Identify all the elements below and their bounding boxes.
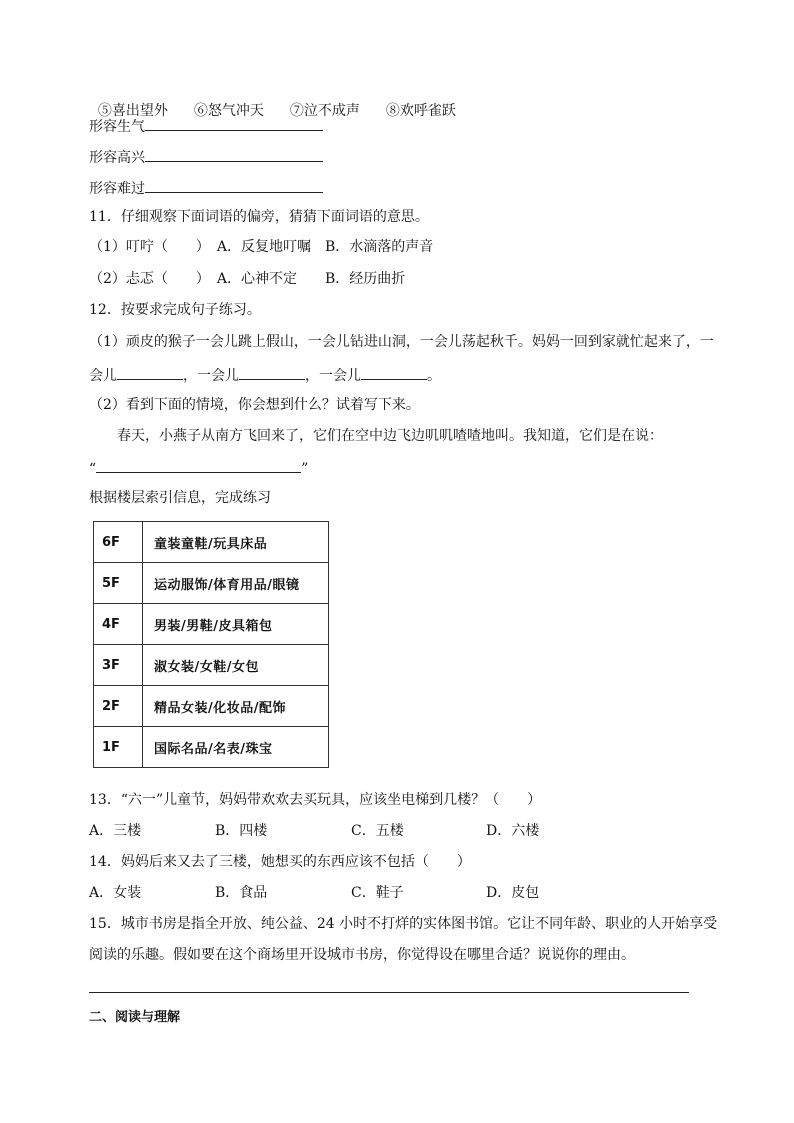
idiom-8: ⑧欢呼雀跃 [385,103,456,119]
q15-line-2: 阅读的乐趣。假如要在这个商场里开设城市书房，你觉得设在哪里合适？说说你的理由。 [89,947,635,963]
q12-stem: 12．按要求完成句子练习。 [89,302,261,318]
table-row [94,645,329,686]
table-row [94,604,329,645]
idiom-6: ⑥怒气冲天 [193,103,264,119]
table-row [94,686,329,727]
q14-option-c[interactable]: C．鞋子 [351,885,404,901]
floor-categories: 国际名品/名表/珠宝 [143,727,329,768]
section-2-heading: 二、阅读与理解 [89,1010,181,1025]
text: ，一会儿 [305,368,361,384]
describe-happy-label: 形容高兴 [89,150,145,166]
q13-option-d[interactable]: D．六楼 [486,823,540,839]
q11-stem: 11．仔细观察下面词语的偏旁，猜猜下面词语的意思。 [89,209,429,225]
q13-stem: 13．“六一”儿童节，妈妈带欢欢去买玩具，应该坐电梯到几楼？（ ） [89,792,542,808]
answer-blank[interactable] [145,146,323,162]
idiom-7: ⑦泣不成声 [289,103,360,119]
answer-blank[interactable] [239,364,305,380]
answer-blank[interactable] [145,115,323,131]
q12-part2: （2）看到下面的情境，你会想到什么？试着写下来。 [89,397,420,413]
floor-label: 6F [94,522,143,563]
answer-blank[interactable] [361,364,427,380]
floor-categories: 精品女装/化妆品/配饰 [143,686,329,727]
q14-stem: 14．妈妈后来又去了三楼，她想买的东西应该不包括（ ） [89,854,471,870]
answer-blank[interactable] [145,177,323,193]
q13-option-c[interactable]: C．五楼 [351,823,404,839]
describe-sad-label: 形容难过 [89,181,145,197]
floor-label: 4F [94,604,143,645]
text: “ [89,461,97,477]
describe-sad-row [89,177,323,199]
floor-categories: 运动服饰/体育用品/眼镜 [143,563,329,604]
text: ” [301,461,309,477]
describe-angry-label: 形容生气 [89,119,145,135]
q11-item-2: （2）忐忑（ ） A．心神不定 B．经历曲折 [89,271,406,287]
describe-happy-row [89,146,323,168]
text: 。 [427,368,441,384]
floor-index-table [93,521,329,768]
q13-option-a[interactable]: A．三楼 [89,823,142,839]
table-row [94,563,329,604]
q11-item-1: （1）叮咛（ ） A．反复地叮嘱 B．水滴落的声音 [89,239,434,255]
q15-line-1: 15．城市书房是指全开放、纯公益、24 小时不打烊的实体图书馆。它让不同年龄、职业的人开始享受 [89,916,718,932]
table-row [94,522,329,563]
floor-label: 2F [94,686,143,727]
q14-option-d[interactable]: D．皮包 [486,885,540,901]
q12-part2-scene: 春天，小燕子从南方飞回来了，它们在空中边飞边叽叽喳喳地叫。我知道，它们是在说： [117,428,663,444]
q12-quote-answer [89,457,308,479]
q13-option-b[interactable]: B．四楼 [215,823,268,839]
answer-blank[interactable] [96,457,301,473]
floor-label: 1F [94,727,143,768]
q14-option-a[interactable]: A．女装 [89,885,142,901]
floor-categories: 男装/男鞋/皮具箱包 [143,604,329,645]
floor-label: 3F [94,645,143,686]
describe-angry-row [89,115,323,137]
floor-categories: 淑女装/女鞋/女包 [143,645,329,686]
answer-blank[interactable] [117,364,183,380]
q14-option-b[interactable]: B．食品 [215,885,268,901]
floor-categories: 童装童鞋/玩具床品 [143,522,329,563]
q12-part1-line1: （1）顽皮的猴子一会儿跳上假山，一会儿钻进山洞，一会儿荡起秋千。妈妈一回到家就忙起来了，一 [89,334,714,350]
floor-intro: 根据楼层索引信息，完成练习 [89,490,271,506]
q12-part1-line2 [89,364,441,386]
floor-label: 5F [94,563,143,604]
table-row [94,727,329,768]
idiom-5: ⑤喜出望外 [97,103,168,119]
answer-line[interactable] [89,992,689,993]
text: ，一会儿 [183,368,239,384]
text: 会儿 [89,368,117,384]
